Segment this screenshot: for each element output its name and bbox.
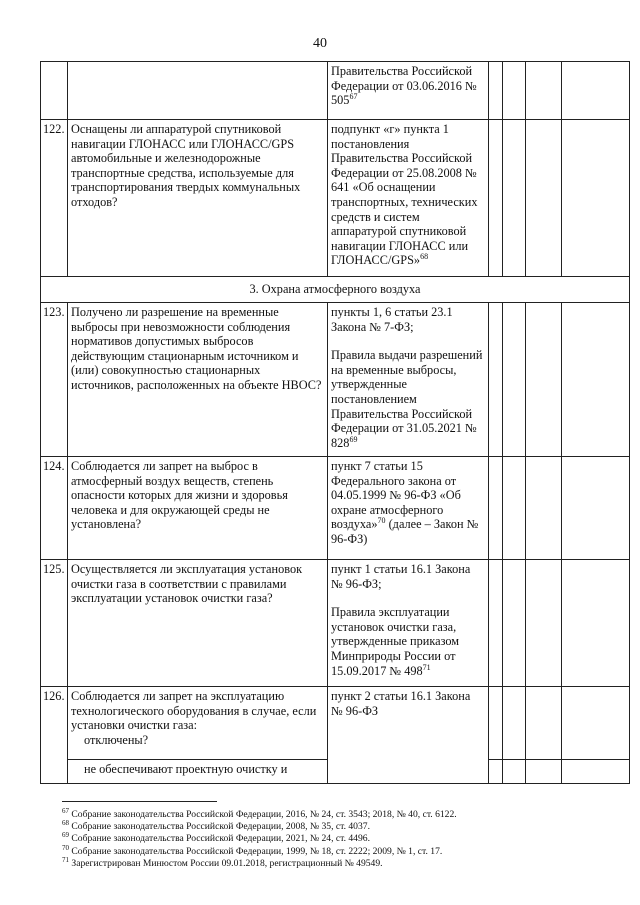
- basis-cell: пункт 1 статьи 16.1 Закона № 96-ФЗ; Правила эксплуатации установок очистки газа, утвержденные приказом Минприроды России от 15.09.2017 № $498^{71}$: [328, 560, 489, 687]
- table-row: [41, 457, 630, 560]
- row-number: 125.: [41, 560, 68, 687]
- table-row: [41, 303, 630, 457]
- question-cell: Оснащены ли аппаратурой спутниковой навигации ГЛОНАСС или ГЛОНАСС/GPS автомобильные и железнодорожные транспортные средства, используемые для транспортирования твердых коммунальных отходов?: [68, 120, 328, 277]
- footnotes: [62, 800, 622, 870]
- footnote: $^{69}$ Собрание законодательства Российской Федерации, 2021, № 24, ст. 4496.: [62, 831, 370, 845]
- checklist-table: [40, 61, 630, 784]
- table-row: [41, 560, 630, 687]
- question-cell: Соблюдается ли запрет на эксплуатацию технологического оборудования в случае, если установки очистки газа: отключены?: [68, 687, 328, 760]
- footnote: $^{70}$ Собрание законодательства Российской Федерации, 1999, № 18, ст. 2222; 2009, № 1, ст. 17.: [62, 843, 443, 857]
- table-row: [41, 120, 630, 277]
- row-number: 122.: [41, 120, 68, 277]
- footnote: $^{67}$ Собрание законодательства Российской Федерации, 2016, № 24, ст. 3543; 2018, № 40, ст. 6122.: [62, 806, 457, 820]
- basis-cell: пункт 2 статьи 16.1 Закона № 96-ФЗ: [328, 687, 489, 784]
- question-cell: Соблюдается ли запрет на выброс в атмосферный воздух веществ, степень опасности которых для жизни и здоровья человека и для окружающей среды не установлена?: [68, 457, 328, 560]
- question-cell: Получено ли разрешение на временные выбросы при невозможности соблюдения нормативов допустимых выбросов действующим стационарным источником и (или) совокупностью стационарных источников, расположенных на объекте НВОС?: [68, 303, 328, 457]
- footnote: $^{71}$ Зарегистрирован Минюстом России 09.01.2018, регистрационный № 49549.: [62, 855, 383, 869]
- section-heading: 3. Охрана атмосферного воздуха: [41, 277, 630, 303]
- basis-cell: подпункт «г» пункта 1 постановления Правительства Российской Федерации от 25.08.2008 № 641 «Об оснащении транспортных, технических средств и систем аппаратурой спутниковой навигации ГЛОНАСС или ГЛОНАСС/GPS»$^{68}$: [328, 120, 489, 277]
- row-number: 123.: [41, 303, 68, 457]
- table-row: не обеспечивают проектную очистку и: [41, 760, 630, 784]
- row-number: 126.: [41, 687, 68, 784]
- basis-cell: пункты 1, 6 статьи 23.1 Закона № 7-ФЗ; Правила выдачи разрешений на временные выбросы, утвержденные постановлением Правительства Российской Федерации от 31.05.2021 № $828^{69}$: [328, 303, 489, 457]
- section-row: [41, 277, 630, 303]
- basis-cell: Правительства Российской Федерации от 03.06.2016 № $505^{67}$: [328, 62, 489, 120]
- table-row: [41, 687, 630, 760]
- page-number: 40: [313, 36, 327, 51]
- footnote: $^{68}$ Собрание законодательства Российской Федерации, 2008, № 35, ст. 4037.: [62, 819, 370, 833]
- row-number: 124.: [41, 457, 68, 560]
- table-row: [41, 62, 630, 120]
- question-cell: Осуществляется ли эксплуатация установок очистки газа в соответствии с правилами эксплуатации установок очистки газа?: [68, 560, 328, 687]
- basis-cell: пункт 7 статьи 15 Федерального закона от 04.05.1999 № 96-ФЗ «Об охране атмосферного воздуха»$^{70}$ (далее – Закон № 96-ФЗ): [328, 457, 489, 560]
